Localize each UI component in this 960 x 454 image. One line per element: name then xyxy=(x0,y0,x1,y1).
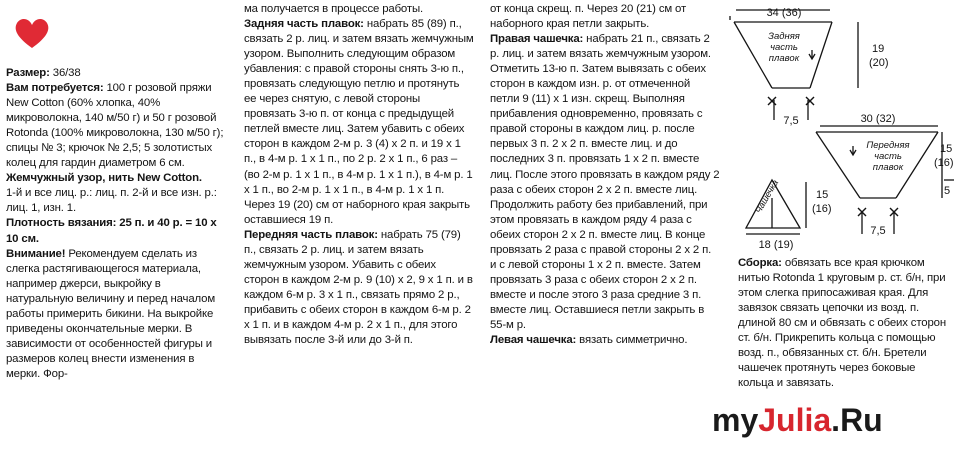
back-part-text: набрать 85 (89) п., связать 2 р. лиц. и затем вязать жемчужным узором. Выполнить следующим образом убавления: с правой стороны снять 3-ю п., провязать следующую петлю и протянуть ее через снятую, с левой стороны провязать 3-ю п. от конца с предыдущей петлей вместе лиц. Затем убавить с обеих сторон в каждом 2-м р. 3 (4) х 2 п. и 19 х 1 п., в 4-м р. 1 х 1 п., по 2 р. 2 х 1 п., 6 раз – (во 2-м р. 1 х 1 п., в 4-м р. 1 х 1 п.), в 4-м р. 1 х 1 п., во 2-м р. 1 х 1 п., в 4-м р. 1 х 1 п. Через 19 (20) см от наборного края закрыть оставшиеся 19 п. xyxy=(244,18,474,226)
right-cup-paragraph xyxy=(490,32,720,333)
back-part-label: Задняя часть плавок: xyxy=(244,18,364,31)
cup-label: Чашечка xyxy=(753,177,781,215)
back-bottom-width: 7,5 xyxy=(783,115,799,127)
back-top-width: 34 (36) xyxy=(766,7,802,19)
front-side: 5 xyxy=(944,185,951,197)
logo-my: my xyxy=(712,402,759,438)
materials-paragraph xyxy=(6,81,228,171)
back-part-paragraph xyxy=(244,17,474,228)
size-paragraph xyxy=(6,66,228,81)
column-2 xyxy=(244,2,474,348)
col3-intro: от конца скрещ. п. Через 20 (21) см от наборного края петли закрыть. xyxy=(490,3,687,31)
front-height-a: 15 xyxy=(940,143,953,155)
col2-intro: ма получается в процессе работы. xyxy=(244,3,423,15)
assembly-label: Сборка: xyxy=(738,257,782,269)
back-label-1: Задняя xyxy=(768,31,800,42)
back-height-b: (20) xyxy=(869,57,889,69)
front-bottom-width: 7,5 xyxy=(870,225,886,237)
front-part-diagram-marks xyxy=(858,208,898,216)
size-value: 36/38 xyxy=(49,67,81,79)
pattern-heading: Жемчужный узор, нить New Cotton. xyxy=(6,172,202,185)
back-part-diagram xyxy=(730,10,858,120)
front-part-label: Передняя часть плавок: xyxy=(244,228,378,241)
front-label-3: плавок xyxy=(872,162,904,173)
column-3 xyxy=(490,2,720,348)
back-label-2: часть xyxy=(770,42,798,53)
cup-base-width: 18 (19) xyxy=(758,239,794,251)
attention-text: Рекомендуем сделать из слегка растягивающегося материала, например джерси, выкройку в натуральную величину и перед началом работы примерить бикини. На выкройке приведены окончательные мерки. В зависимости от особенностей фигуры и размеров колец внести изменения в мерки. Фор- xyxy=(6,247,216,380)
back-height-a: 19 xyxy=(872,43,885,55)
pattern-text: 1-й и все лиц. р.: лиц. п. 2-й и все изн. р.: лиц. 1, изн. 1. xyxy=(6,187,217,215)
front-height-b: (16) xyxy=(934,157,954,169)
heart-icon xyxy=(12,14,52,54)
right-cup-text: набрать 21 п., связать 2 р. лиц. и затем вязать жемчужным узором. Отметить 13-ю п. Затем вывязать с обеих сторон в каждом изн. р. от отмеченной петли 9 (11) х 1 изн. скрещ. Выполняя прибавления одновременно, провязать с правой стороны в каждом лиц. р. после первых 3 п. 2 х 2 п. вместе лиц. и до последних 3 п. провязать 1 х 2 п. вместе лиц. После этого провязать в каждом ряду 2 раза с обеих сторон 2 х 2 п. вместе лиц. Продолжить работу без прибавлений, при этом провязать в каждом ряду 4 раза с обеих сторон 2 х 2 п. вместе лиц. В конце провязать 2 раза с правой стороны 2 х 2 п. и с левой стороны 1 х 2 п. вместе. Затем провязать 3 раза с обеих сторон 2 х 2 п. вместе и после этого 3 раза средние 3 п. вместе лиц. Оставшиеся петли закрыть в 55-м р. xyxy=(490,33,720,331)
assembly-text: обвязать все края крючком нитью Rotonda 1 круговым р. ст. б/н, при этом слегка припосаживая края. Для завязок связать цепочки из возд. п. длиной 80 см и обвязать с обеих сторон ст. б/н. Прикрепить кольца с помощью возд. п., обвязанных ст. б/н. Бретели чашечек протянуть через боковые кольца и завязать. xyxy=(738,257,946,390)
left-cup-paragraph xyxy=(490,333,720,348)
cup-height-b: (16) xyxy=(812,203,832,215)
front-label-1: Передняя xyxy=(866,140,910,151)
front-label-2: часть xyxy=(874,151,902,162)
site-logo[interactable] xyxy=(712,402,883,439)
back-label-3: плавок xyxy=(768,53,800,64)
size-label: Размер: xyxy=(6,67,50,79)
back-part-diagram-marks xyxy=(768,97,814,105)
logo-ru: .Ru xyxy=(831,402,883,438)
attention-paragraph xyxy=(6,247,228,382)
density-heading: Плотность вязания: 25 п. и 40 р. = 10 х 10 см. xyxy=(6,217,217,245)
left-cup-label: Левая чашечка: xyxy=(490,334,577,347)
front-top-width: 30 (32) xyxy=(860,113,896,125)
logo-julia: Julia xyxy=(758,402,832,438)
attention-label: Внимание! xyxy=(6,247,66,260)
right-cup-label: Правая чашечка: xyxy=(490,33,584,46)
front-part-paragraph xyxy=(244,228,474,348)
cup-height-a: 15 xyxy=(816,189,829,201)
column-1 xyxy=(6,66,228,382)
materials-label: Вам потребуется: xyxy=(6,82,104,95)
pattern-diagrams xyxy=(728,2,960,252)
left-cup-text: вязать симметрично. xyxy=(576,334,688,347)
front-part-text: набрать 75 (79) п., связать 2 р. лиц. и затем вязать жемчужным узором. Убавить с обеих сторон в каждом 2-м р. 9 (10) х 2, 9 х 1 п. и в каждом 6-м р. 3 х 1 п., связать прямо 2 р., прибавить с обеих сторон в каждом 6-м р. 2 х 1 п. и в каждом 4-м р. 2 х 1 п., для этого вывязать после 3-й или до 3-й п. xyxy=(244,228,473,347)
materials-text: 100 г розовой пряжи New Cotton (60% хлопка, 40% микроволокна, 140 м/50 г) и 50 г розовой Rotonda (100% микроволокна, 130 м/50 г); спицы № 3; крючок № 2,5; 5 золотистых колец для гардин диаметром 6 см. xyxy=(6,82,224,170)
assembly-paragraph xyxy=(738,256,954,391)
column-4 xyxy=(738,256,954,391)
